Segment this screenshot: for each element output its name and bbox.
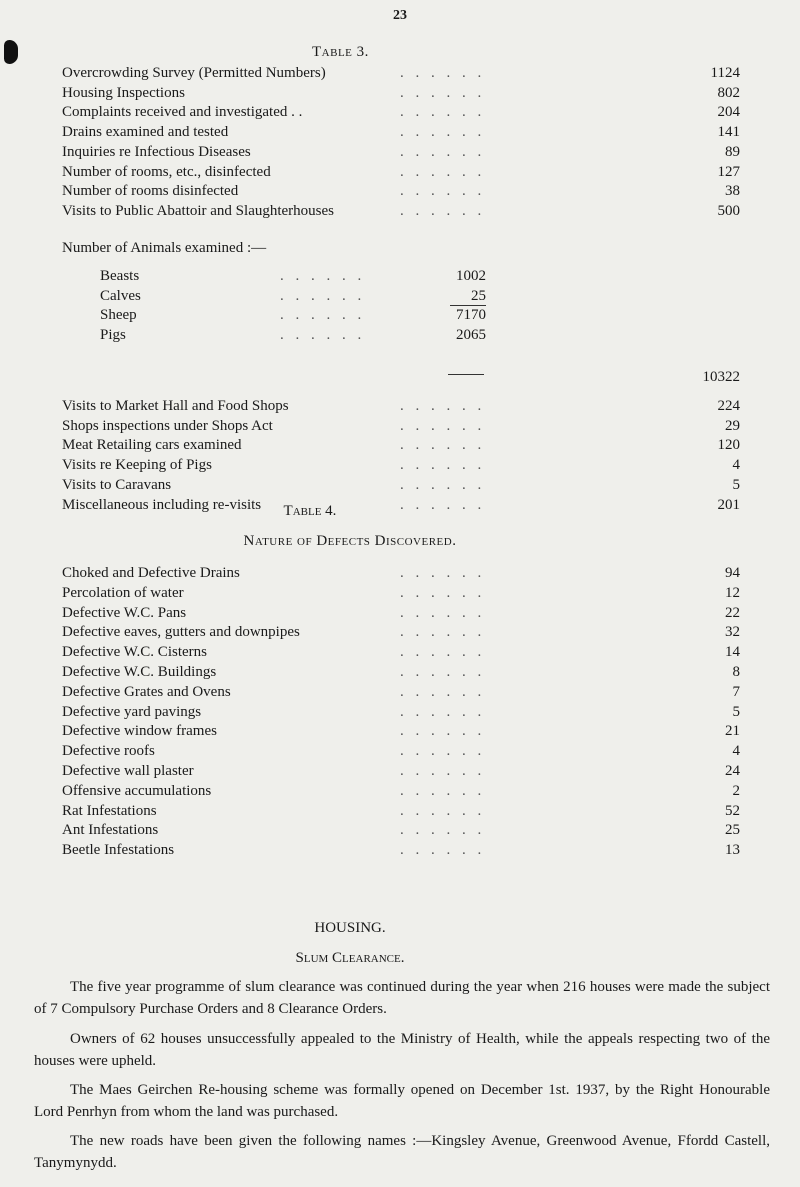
leader-dots: . . . . . . xyxy=(400,202,486,219)
row-label: Visits to Caravans xyxy=(62,476,172,493)
row-value: 4 xyxy=(732,743,740,760)
row-label: Defective Grates and Ovens xyxy=(62,683,231,700)
row-value: 32 xyxy=(725,624,740,641)
housing-paragraph-1: The five year programme of slum clearance was continued during the year when 216 houses were made the subject of 7 Compulsory Purchase Orders and 8 Clearance Orders. xyxy=(34,979,770,1017)
subtotal-rule xyxy=(450,305,486,306)
row-label: Defective W.C. Cisterns xyxy=(62,644,207,661)
leader-dots: . . . . . . xyxy=(400,565,486,581)
leader-dots: . . . . . . xyxy=(400,664,486,680)
leader-dots: . . . . . . xyxy=(400,124,486,141)
leader-dots: . . . . . . xyxy=(400,644,486,661)
row-value: 24 xyxy=(725,763,740,779)
row-label: Number of rooms disinfected xyxy=(62,183,239,200)
row-label: Sheep xyxy=(100,307,137,323)
row-value: 224 xyxy=(717,398,740,414)
ink-blot xyxy=(4,40,18,64)
row-value: 141 xyxy=(717,124,740,141)
row-label: Visits to Public Abattoir and Slaughterhouses xyxy=(62,202,334,219)
row-label: Beasts xyxy=(100,268,140,284)
row-label: Inquiries re Infectious Diseases xyxy=(62,143,251,160)
table4-subtitle: Nature of Defects Discovered. xyxy=(243,533,457,549)
leader-dots: . . . . . . xyxy=(280,287,366,304)
table-row xyxy=(0,82,800,104)
housing-paragraph-4: The new roads have been given the following names :—Kingsley Avenue, Greenwood Avenue, Ffordd Castell, Tanymynydd. xyxy=(34,1133,770,1171)
row-value: 2065 xyxy=(456,326,486,343)
table-row xyxy=(0,395,800,417)
table-row xyxy=(0,720,800,742)
row-label: Defective roofs xyxy=(62,743,155,760)
row-label: Ant Infestations xyxy=(62,822,159,839)
row-value: 500 xyxy=(717,202,740,219)
leader-dots: . . . . . . xyxy=(400,183,486,200)
table-row xyxy=(0,621,800,643)
table3-title: Table 3. xyxy=(312,44,369,60)
row-value: 25 xyxy=(725,822,740,839)
row-label: Choked and Defective Drains xyxy=(62,565,240,581)
table-row xyxy=(0,101,800,123)
row-value: 52 xyxy=(725,802,740,819)
table-row xyxy=(0,62,800,84)
leader-dots: . . . . . . xyxy=(400,604,486,621)
table-row xyxy=(0,562,800,584)
table-row xyxy=(0,415,800,437)
leader-dots: . . . . . . xyxy=(400,723,486,740)
table-row xyxy=(0,701,800,723)
leader-dots: . . . . . . xyxy=(400,782,486,799)
housing-subtitle: Slum Clearance. xyxy=(295,950,405,966)
animals-heading: Number of Animals examined :— xyxy=(62,240,267,256)
leader-dots: . . . . . . xyxy=(400,163,486,180)
leader-dots: . . . . . . xyxy=(400,842,486,859)
row-label: Pigs xyxy=(100,326,126,343)
row-label: Defective yard pavings xyxy=(62,703,202,720)
leader-dots: . . . . . . xyxy=(400,683,486,700)
table-row xyxy=(0,641,800,663)
row-label: Drains examined and tested xyxy=(62,124,229,141)
row-value: 201 xyxy=(717,496,740,513)
row-value: 2 xyxy=(732,782,740,799)
row-value: 127 xyxy=(717,163,740,180)
table-row xyxy=(0,661,800,683)
row-value: 22 xyxy=(725,604,740,621)
table-row xyxy=(0,839,800,861)
row-value: 8 xyxy=(732,664,740,680)
row-label: Number of rooms, etc., disinfected xyxy=(62,163,271,180)
leader-dots: . . . . . . xyxy=(400,624,486,641)
table-row xyxy=(0,180,800,202)
table-row xyxy=(0,819,800,841)
table-row xyxy=(0,324,800,346)
row-label: Visits re Keeping of Pigs xyxy=(62,457,212,474)
row-label: Percolation of water xyxy=(62,584,184,601)
row-value: 29 xyxy=(725,417,740,434)
row-value: 1002 xyxy=(456,268,486,284)
table-row xyxy=(0,434,800,456)
table-row xyxy=(0,681,800,703)
row-value: 21 xyxy=(725,723,740,740)
row-label: Calves xyxy=(100,287,141,304)
row-value: 13 xyxy=(725,842,740,859)
housing-title: HOUSING. xyxy=(314,920,386,936)
row-label: Offensive accumulations xyxy=(62,782,212,799)
row-label: Complaints received and investigated . . xyxy=(62,104,303,121)
row-value: 120 xyxy=(717,437,740,454)
row-value: 204 xyxy=(717,104,740,121)
leader-dots: . . . . . . xyxy=(400,398,486,414)
row-value: 7170 xyxy=(456,307,486,323)
row-label: Defective W.C. Pans xyxy=(62,604,187,621)
table-row xyxy=(0,474,800,496)
leader-dots: . . . . . . xyxy=(400,703,486,720)
row-value: 1124 xyxy=(710,65,740,81)
row-label: Shops inspections under Shops Act xyxy=(62,417,273,434)
row-label: Visits to Market Hall and Food Shops xyxy=(62,398,289,414)
row-value: 94 xyxy=(725,565,740,581)
leader-dots: . . . . . . xyxy=(400,743,486,760)
table-row xyxy=(0,454,800,476)
table-row xyxy=(0,582,800,604)
row-value: 7 xyxy=(732,683,740,700)
animals-total: 10322 xyxy=(702,369,740,385)
leader-dots: . . . . . . xyxy=(400,65,486,81)
table-row xyxy=(0,161,800,183)
row-value: 5 xyxy=(732,703,740,720)
row-label: Housing Inspections xyxy=(62,84,185,101)
animals-total-row xyxy=(0,366,800,388)
row-label: Defective window frames xyxy=(62,723,217,740)
leader-dots: . . . . . . xyxy=(400,822,486,839)
page-number: 23 xyxy=(393,8,407,23)
row-value: 4 xyxy=(732,457,740,474)
row-value: 89 xyxy=(725,143,740,160)
row-label: Overcrowding Survey (Permitted Numbers) xyxy=(62,65,326,81)
row-label: Rat Infestations xyxy=(62,802,157,819)
leader-dots: . . . . . . xyxy=(400,84,486,101)
leader-dots: . . . . . . xyxy=(400,457,486,474)
leader-dots: . . . . . . xyxy=(280,307,366,323)
table-row xyxy=(0,760,800,782)
row-label: Defective wall plaster xyxy=(62,763,194,779)
leader-dots: . . . . . . xyxy=(400,802,486,819)
leader-dots: . . . . . . xyxy=(400,496,486,513)
table-row xyxy=(0,121,800,143)
table-row xyxy=(0,200,800,222)
table-row xyxy=(0,602,800,624)
row-value: 802 xyxy=(717,84,740,101)
leader-dots: . . . . . . xyxy=(400,763,486,779)
row-label: Defective W.C. Buildings xyxy=(62,664,217,680)
leader-dots: . . . . . . xyxy=(400,476,486,493)
housing-paragraph-3: The Maes Geirchen Re-housing scheme was formally opened on December 1st. 1937, by the Right Honourable Lord Penrhyn from whom the land was purchased. xyxy=(34,1082,770,1120)
table-row xyxy=(0,141,800,163)
housing-paragraph-2: Owners of 62 houses unsuccessfully appealed to the Ministry of Health, while the appeals respecting two of the houses were upheld. xyxy=(34,1031,770,1069)
row-label: Meat Retailing cars examined xyxy=(62,437,242,454)
row-value: 5 xyxy=(732,476,740,493)
row-value: 38 xyxy=(725,183,740,200)
table-row xyxy=(0,800,800,822)
row-value: 25 xyxy=(471,287,486,304)
leader-dots: . . . . . . xyxy=(400,143,486,160)
leader-dots: . . . . . . xyxy=(280,268,366,284)
leader-dots: . . . . . . xyxy=(400,417,486,434)
leader-dots: . . . . . . xyxy=(280,326,366,343)
row-value: 14 xyxy=(725,644,740,661)
row-value: 12 xyxy=(725,584,740,601)
leader-dots: . . . . . . xyxy=(400,104,486,121)
table4-title: Table 4. xyxy=(283,503,337,519)
leader-dots: . . . . . . xyxy=(400,584,486,601)
table-row xyxy=(0,740,800,762)
row-label: Defective eaves, gutters and downpipes xyxy=(62,624,300,641)
table-row xyxy=(0,780,800,802)
row-label: Miscellaneous including re-visits xyxy=(62,496,262,513)
row-label: Beetle Infestations xyxy=(62,842,175,859)
leader-dots: . . . . . . xyxy=(400,437,486,454)
